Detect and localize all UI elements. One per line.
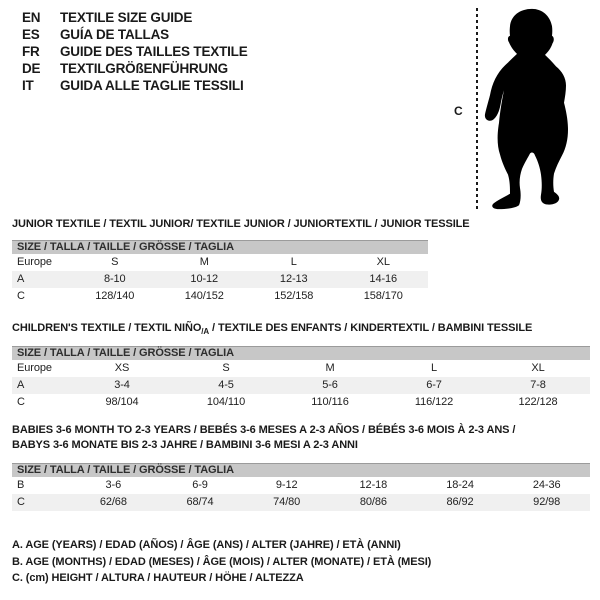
language-title: GUIDE DES TAILLES TEXTILE: [60, 44, 248, 59]
table-cell: 86/92: [446, 496, 474, 508]
footnote-line: A. AGE (YEARS) / EDAD (AÑOS) / ÂGE (ANS) / ALTER (JAHRE) / ETÀ (ANNI): [12, 539, 401, 551]
row-label: A: [17, 273, 25, 285]
title-text: /A: [201, 327, 210, 337]
section-title-children: [12, 321, 532, 339]
table-row: [12, 271, 428, 288]
table-row: [12, 477, 590, 494]
table-row: [12, 494, 590, 511]
language-title: GUÍA DE TALLAS: [60, 27, 169, 42]
language-code: ES: [22, 27, 40, 42]
section-title-junior: [12, 217, 470, 232]
title-text: JUNIOR TEXTILE / TEXTIL JUNIOR/ TEXTILE JUNIOR / JUNIORTEXTIL / JUNIOR TESSILE: [12, 218, 470, 230]
table-cell: XS: [114, 362, 130, 374]
table-cell: 6-7: [426, 379, 442, 391]
row-label: A: [17, 379, 25, 391]
language-title: GUIDA ALLE TAGLIE TESSILI: [60, 78, 244, 93]
size-figure: [450, 4, 590, 216]
row-label: C: [17, 496, 25, 508]
language-code: IT: [22, 78, 34, 93]
language-item: [22, 77, 422, 94]
height-measure-label: C: [454, 104, 463, 118]
table-cell: XL: [531, 362, 545, 374]
table-cell: 122/128: [518, 396, 558, 408]
language-item: [22, 9, 422, 26]
language-code: DE: [22, 61, 41, 76]
table-cell: S: [222, 362, 230, 374]
table-cell: 140/152: [184, 290, 224, 302]
size-table-babies: [12, 463, 590, 511]
table-cell: 4-5: [218, 379, 234, 391]
size-table-children: [12, 346, 590, 411]
section-title-line: [12, 217, 470, 232]
table-cell: 8-10: [103, 273, 126, 285]
table-cell: 110/116: [311, 396, 349, 408]
table-cell: L: [290, 256, 297, 268]
row-label: Europe: [17, 256, 52, 268]
table-row: [12, 254, 428, 271]
toddler-silhouette-icon: [482, 6, 582, 212]
table-cell: 158/170: [363, 290, 403, 302]
section-title-babies: [12, 423, 515, 453]
footnote-line: C. (cm) HEIGHT / ALTURA / HAUTEUR / HÖHE / ALTEZZA: [12, 572, 304, 584]
table-cell: 74/80: [273, 496, 301, 508]
table-cell: 24-36: [532, 479, 561, 491]
table-cell: 12-13: [279, 273, 308, 285]
language-item: [22, 43, 422, 60]
language-item: [22, 26, 422, 43]
table-cell: 5-6: [322, 379, 338, 391]
table-row: [12, 288, 428, 305]
table-header-band: SIZE / TALLA / TAILLE / GRÖSSE / TAGLIA: [12, 240, 428, 254]
title-text: / TEXTILE DES ENFANTS / KINDERTEXTIL / BAMBINI TESSILE: [209, 322, 533, 334]
row-label: B: [17, 479, 25, 491]
title-text: BABYS 3-6 MONATE BIS 2-3 JAHRE / BAMBINI 3-6 MESI A 2-3 ANNI: [12, 439, 358, 451]
table-cell: 62/68: [99, 496, 127, 508]
table-cell: 3-4: [114, 379, 130, 391]
title-text: CHILDREN'S TEXTILE / TEXTIL NIÑO: [12, 322, 202, 334]
title-text: BABIES 3-6 MONTH TO 2-3 YEARS / BEBÉS 3-6 MESES A 2-3 AÑOS / BÉBÉS 3-6 MOIS À 2-3 ANS /: [12, 424, 516, 436]
table-cell: 14-16: [369, 273, 398, 285]
size-table-junior: [12, 240, 428, 305]
table-cell: 6-9: [192, 479, 208, 491]
table-cell: 98/104: [105, 396, 139, 408]
language-code: FR: [22, 44, 40, 59]
table-cell: 92/98: [533, 496, 561, 508]
table-cell: 104/110: [206, 396, 246, 408]
table-cell: M: [325, 362, 335, 374]
language-item: [22, 60, 422, 77]
table-cell: 80/86: [359, 496, 387, 508]
language-title: TEXTILE SIZE GUIDE: [60, 10, 193, 25]
table-cell: XL: [376, 256, 390, 268]
table-cell: 9-12: [275, 479, 298, 491]
footnote-line: B. AGE (MONTHS) / EDAD (MESES) / ÂGE (MOIS) / ALTER (MONATE) / ETÀ (MESI): [12, 555, 432, 568]
table-cell: 128/140: [95, 290, 135, 302]
height-dotted-line: [476, 8, 478, 212]
table-cell: 116/122: [414, 396, 454, 408]
table-cell: 12-18: [359, 479, 388, 491]
table-cell: M: [199, 256, 209, 268]
table-cell: 152/158: [274, 290, 314, 302]
table-cell: 7-8: [530, 379, 546, 391]
language-list: [22, 9, 422, 94]
row-label: C: [17, 290, 25, 302]
table-cell: L: [430, 362, 438, 374]
table-row: [12, 377, 590, 394]
table-cell: 18-24: [446, 479, 474, 491]
table-row: [12, 360, 590, 377]
section-title-line: [12, 438, 515, 453]
table-header-band: SIZE / TALLA / TAILLE / GRÖSSE / TAGLIA: [12, 346, 590, 360]
table-header-band: SIZE / TALLA / TAILLE / GRÖSSE / TAGLIA: [12, 463, 590, 477]
table-cell: 10-12: [190, 273, 219, 285]
row-label: Europe: [17, 362, 52, 374]
table-cell: S: [111, 256, 119, 268]
section-title-line: [12, 321, 532, 339]
footnotes: [12, 537, 431, 587]
table-cell: 68/74: [186, 496, 214, 508]
table-row: [12, 394, 590, 411]
table-cell: 3-6: [105, 479, 122, 491]
section-title-line: [12, 423, 515, 438]
language-code: EN: [22, 10, 41, 25]
row-label: C: [17, 396, 25, 408]
language-title: TEXTILGRÖßENFÜHRUNG: [60, 61, 228, 76]
